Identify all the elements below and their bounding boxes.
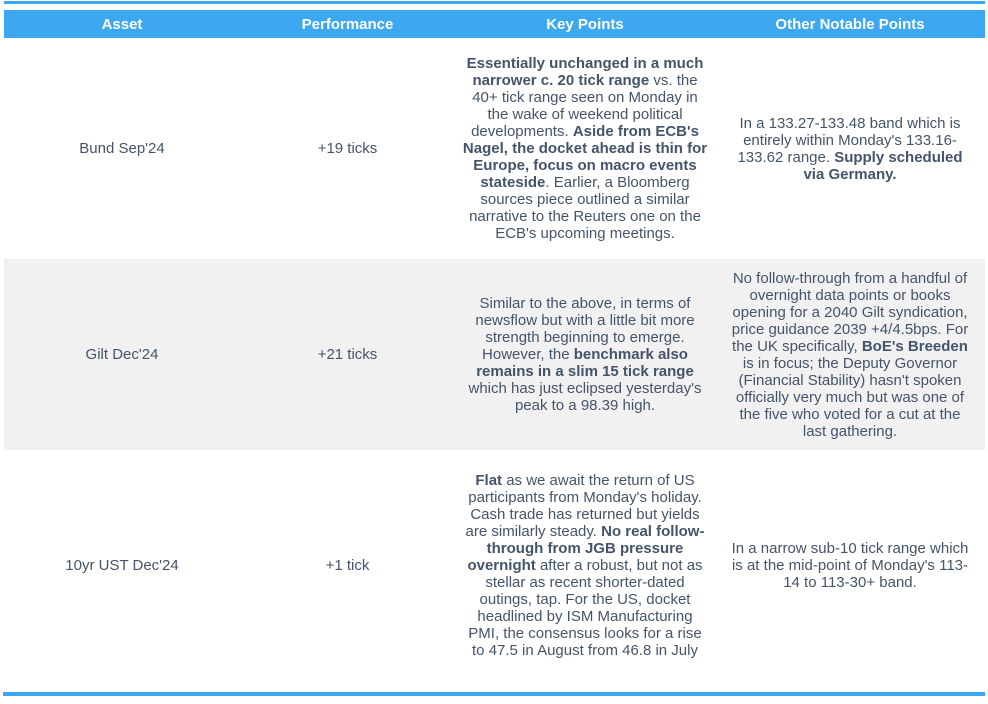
column-header-other-notable-points: Other Notable Points xyxy=(715,10,985,39)
asset-cell: 10yr UST Dec'24 xyxy=(4,451,240,679)
other-notable-points-cell: No follow-through from a handful of overnight data points or books opening for a 2040 Gilt syndication, price guidance 2039 +4/4.5bps. For the UK specifically, BoE's Breeden is in focus; the Deputy Governor (Financial Stability) hasn't spoken officially very much but was one of the five who voted for a cut at the last gathering. xyxy=(715,258,985,451)
header-row xyxy=(4,10,985,39)
other-notable-points-cell: In a narrow sub-10 tick range which is at the mid-point of Monday's 113-14 to 113-30+ band. xyxy=(715,451,985,679)
other-notable-points-cell: In a 133.27-133.48 band which is entirely within Monday's 133.16-133.62 range. Supply scheduled via Germany. xyxy=(715,39,985,258)
table-row-ust xyxy=(4,451,985,679)
column-header-performance: Performance xyxy=(240,10,455,39)
asset-summary-table-wrap xyxy=(4,10,985,679)
asset-summary-table xyxy=(4,10,985,679)
top-divider-rule xyxy=(4,1,985,4)
asset-cell: Bund Sep'24 xyxy=(4,39,240,258)
key-points-cell: Essentially unchanged in a much narrower c. 20 tick range vs. the 40+ tick range seen on Monday in the wake of weekend political developments. Aside from ECB's Nagel, the docket ahead is thin for Europe, focus on macro events stateside. Earlier, a Bloomberg sources piece outlined a similar narrative to the Reuters one on the ECB's upcoming meetings. xyxy=(455,39,715,258)
key-points-cell: Flat as we await the return of US participants from Monday's holiday. Cash trade has returned but yields are similarly steady. No real follow-through from JGB pressure overnight after a robust, but not as stellar as recent shorter-dated outings, tap. For the US, docket headlined by ISM Manufacturing PMI, the consensus looks for a rise to 47.5 in August from 46.8 in July xyxy=(455,451,715,679)
column-header-asset: Asset xyxy=(4,10,240,39)
performance-cell: +19 ticks xyxy=(240,39,455,258)
key-points-cell: Similar to the above, in terms of newsflow but with a little bit more strength beginning to emerge. However, the benchmark also remains in a slim 15 tick range which has just eclipsed yesterday's peak to a 98.39 high. xyxy=(455,258,715,451)
table-row-bund xyxy=(4,39,985,258)
table-row-gilt xyxy=(4,258,985,451)
asset-cell: Gilt Dec'24 xyxy=(4,258,240,451)
column-header-key-points: Key Points xyxy=(455,10,715,39)
performance-cell: +1 tick xyxy=(240,451,455,679)
bottom-divider-rule xyxy=(3,692,985,696)
performance-cell: +21 ticks xyxy=(240,258,455,451)
